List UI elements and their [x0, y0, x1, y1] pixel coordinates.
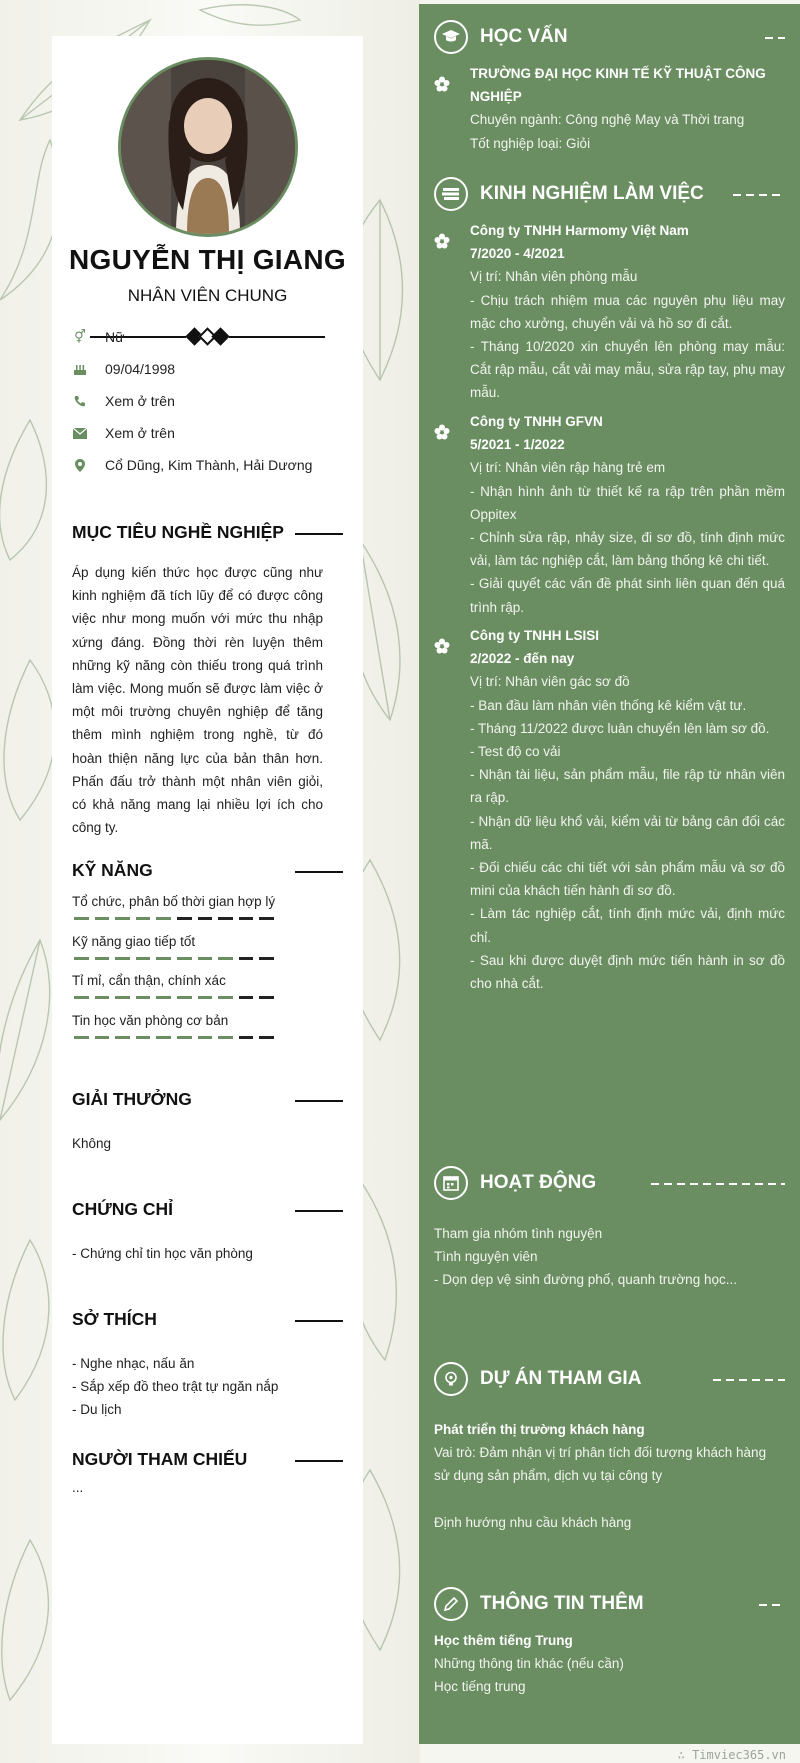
skill-segment — [239, 917, 254, 920]
awards-heading: GIẢI THƯỞNG — [72, 1089, 192, 1109]
contact-phone — [72, 393, 175, 409]
objective-heading: MỤC TIÊU NGHỀ NGHIỆP — [72, 522, 284, 542]
contact-birthday — [72, 361, 175, 377]
education-heading: HỌC VẤN — [480, 26, 568, 47]
watermark: ∴ Timviec365.vn — [677, 1748, 786, 1762]
skill-segment — [115, 957, 130, 960]
skill-level-bar — [74, 1036, 274, 1040]
skill-segment — [156, 1036, 171, 1039]
awards-text: Không — [72, 1136, 112, 1151]
left-column — [52, 36, 363, 1744]
skill-segment — [218, 917, 233, 920]
skill-segment — [95, 957, 110, 960]
job-detail: - Làm tác nghiệp cắt, tính định mức vải, định mức chỉ. — [470, 906, 785, 945]
flower-bullet-icon — [434, 638, 450, 654]
more-info-line: Học tiếng trung — [434, 1679, 526, 1695]
references-heading: NGƯỜI THAM CHIẾU — [72, 1449, 248, 1469]
skill-level-bar — [74, 917, 274, 921]
map-pin-icon — [72, 457, 88, 473]
skill-segment — [156, 996, 171, 999]
project-role: Vai trò: Đảm nhận vị trí phân tích đối tượng khách hàng sử dụng sản phẩm, dịch vụ tại công ty — [434, 1445, 767, 1484]
job-entry — [470, 410, 785, 619]
more-info-heading: THÔNG TIN THÊM — [480, 1593, 644, 1614]
skill-segment — [198, 1036, 213, 1039]
skill-name: Tỉ mỉ, cẩn thận, chính xác — [72, 973, 226, 988]
flower-bullet-icon — [434, 424, 450, 440]
job-company: Công ty TNHH LSISI — [470, 628, 599, 643]
books-icon — [434, 177, 468, 211]
skills-heading: KỸ NĂNG — [72, 860, 153, 880]
job-detail: - Chịu trách nhiệm mua các nguyên phụ liệu may mặc cho xưởng, chuyển vải và hồ sơ đi cắt. — [470, 292, 785, 331]
education-section — [434, 20, 785, 151]
hobby-item: - Nghe nhạc, nấu ăn — [72, 1356, 195, 1371]
job-detail: - Ban đầu làm nhân viên thống kê kiểm vật tư. — [470, 697, 747, 713]
contact-phone-value: Xem ở trên — [105, 393, 175, 409]
skill-segment — [74, 1036, 89, 1039]
objective-text: Áp dụng kiến thức học được cũng như kinh nghiệm đã tích lũy để có được công việc như mong muốn với mức thu nhập xứng đáng. Đồng thời rèn luyện thêm những kỹ năng còn thiếu trong quá trình làm việc. Mong muốn sẽ được làm việc ở một môi trường chuyên nghiệp để tăng thêm mình nghiệm trong nghề, từ đó hoàn thiện năng lực của bản thân hơn. Phấn đấu trở thành một nhân viên giỏi, có khả năng mang lại nhiều lợi ích cho công ty. — [72, 565, 323, 836]
avatar — [118, 57, 298, 237]
job-detail: - Đối chiếu các chi tiết với sản phẩm mẫu và sơ đồ mini của khách tiến hành đi sơ đồ. — [470, 860, 785, 899]
activities-section — [434, 1166, 785, 1288]
job-period: 7/2020 - 4/2021 — [470, 246, 565, 262]
more-info-section — [434, 1587, 785, 1695]
skill-segment — [74, 957, 89, 960]
activity-line: - Dọn dẹp vệ sinh đường phố, quanh trường học... — [434, 1272, 737, 1288]
education-major: Chuyên ngành: Công nghệ May và Thời trang — [470, 112, 745, 128]
skill-segment — [259, 1036, 274, 1039]
gender-icon: ⚥ — [74, 329, 86, 344]
skill-segment — [177, 996, 192, 999]
contact-email — [72, 425, 175, 441]
skill-name: Tin học văn phòng cơ bản — [72, 1013, 229, 1028]
skill-segment — [259, 996, 274, 999]
skill-name: Tổ chức, phân bố thời gian hợp lý — [72, 894, 276, 909]
flower-bullet-icon — [434, 76, 450, 92]
birthday-cake-icon — [72, 361, 88, 377]
awards-header — [72, 1089, 343, 1113]
job-detail: - Sau khi được duyệt định mức tiến hành in sơ đồ cho nhà cắt. — [470, 952, 785, 992]
skill-level-bar — [74, 957, 274, 961]
lightbulb-gear-icon — [434, 1362, 468, 1396]
job-role: Vị trí: Nhân viên rập hàng trẻ em — [470, 460, 666, 476]
contact-email-value: Xem ở trên — [105, 425, 175, 441]
objective-header — [72, 522, 343, 546]
flower-bullet-icon — [434, 233, 450, 249]
job-detail: - Tháng 10/2020 xin chuyển lên phòng may mẫu: Cắt rập mẫu, cắt vải may mẫu, sửa rập tay, phụ may mẫu. — [470, 339, 785, 401]
hobby-item: - Sắp xếp đồ theo trật tự ngăn nắp — [72, 1379, 279, 1394]
job-detail: - Tháng 11/2022 được luân chuyển lên làm sơ đồ. — [470, 720, 770, 736]
skill-segment — [177, 957, 192, 960]
skill-segment — [115, 996, 130, 999]
phone-icon — [72, 393, 88, 409]
skill-segment — [177, 917, 192, 920]
job-period: 2/2022 - đến nay — [470, 651, 575, 667]
envelope-icon — [72, 425, 88, 441]
job-company: Công ty TNHH GFVN — [470, 414, 603, 429]
hobbies-header — [72, 1309, 343, 1333]
skill-segment — [95, 917, 110, 920]
more-info-line: Những thông tin khác (nếu cần) — [434, 1656, 624, 1672]
project-extra: Định hướng nhu cầu khách hàng — [434, 1514, 632, 1530]
contact-gender-value: Nữ — [105, 329, 125, 345]
references-text: ... — [72, 1480, 84, 1495]
skill-segment — [156, 917, 171, 920]
skill-segment — [239, 957, 254, 960]
skill-segment — [74, 996, 89, 999]
candidate-name: NGUYỄN THỊ GIANG — [68, 244, 347, 275]
calendar-icon — [434, 1166, 468, 1200]
certificates-text: - Chứng chỉ tin học văn phòng — [72, 1246, 253, 1261]
profile-photo-icon — [121, 60, 295, 234]
experience-heading: KINH NGHIỆM LÀM VIỆC — [480, 183, 704, 204]
job-detail: - Nhận tài liệu, sản phẩm mẫu, file rập từ nhân viên ra rập. — [470, 767, 785, 806]
skill-segment — [218, 1036, 233, 1039]
job-role: Vị trí: Nhân viên phòng mẫu — [470, 269, 638, 285]
more-info-title: Học thêm tiếng Trung — [434, 1633, 573, 1648]
job-detail: - Nhận hình ảnh từ thiết kế ra rập trên phần mềm Oppitex — [470, 483, 785, 522]
contact-address-value: Cổ Dũng, Kim Thành, Hải Dương — [105, 457, 313, 473]
job-detail: - Giải quyết các vấn đề phát sinh liên quan đến quá trình rập. — [470, 576, 785, 615]
activity-line: Tham gia nhóm tình nguyện — [434, 1226, 603, 1241]
skill-level-bar — [74, 996, 274, 1000]
skill-segment — [198, 996, 213, 999]
projects-heading: DỰ ÁN THAM GIA — [480, 1368, 642, 1389]
references-header — [72, 1449, 343, 1473]
skill-segment — [95, 996, 110, 999]
skill-segment — [115, 1036, 130, 1039]
skill-segment — [136, 957, 151, 960]
right-column — [419, 4, 800, 1744]
skill-segment — [218, 957, 233, 960]
skill-segment — [177, 1036, 192, 1039]
skill-segment — [198, 957, 213, 960]
certificates-heading: CHỨNG CHỈ — [72, 1199, 174, 1219]
projects-section — [434, 1362, 785, 1530]
candidate-position: NHÂN VIÊN CHUNG — [127, 286, 288, 305]
skill-segment — [239, 996, 254, 999]
skill-segment — [259, 957, 274, 960]
name-divider — [90, 330, 325, 344]
hobbies-heading: SỞ THÍCH — [72, 1309, 157, 1329]
education-grade: Tốt nghiệp loại: Giỏi — [470, 135, 591, 151]
skill-segment — [115, 917, 130, 920]
job-period: 5/2021 - 1/2022 — [470, 437, 565, 453]
skill-name: Kỹ năng giao tiếp tốt — [72, 934, 196, 949]
skill-segment — [74, 917, 89, 920]
contact-birthday-value: 09/04/1998 — [105, 361, 176, 377]
activity-line: Tình nguyện viên — [434, 1249, 538, 1265]
contact-gender — [72, 329, 124, 345]
certificates-header — [72, 1199, 343, 1223]
skill-segment — [259, 917, 274, 920]
job-entry — [470, 219, 785, 405]
skills-header — [72, 860, 343, 884]
skill-segment — [136, 996, 151, 999]
skill-segment — [239, 1036, 254, 1039]
skill-segment — [136, 917, 151, 920]
experience-section — [434, 177, 785, 992]
hobby-item: - Du lịch — [72, 1402, 122, 1417]
job-role: Vị trí: Nhân viên gác sơ đồ — [470, 674, 630, 690]
project-name: Phát triển thị trường khách hàng — [434, 1422, 645, 1437]
skill-segment — [198, 917, 213, 920]
education-school: TRƯỜNG ĐẠI HỌC KINH TẾ KỸ THUẬT CÔNG NGHIỆP — [470, 66, 766, 105]
graduation-cap-icon — [434, 20, 468, 54]
job-detail: - Nhận dữ liệu khổ vải, kiểm vải từ bảng cân đối các mã. — [470, 813, 785, 852]
skill-segment — [156, 957, 171, 960]
skill-segment — [95, 1036, 110, 1039]
job-company: Công ty TNHH Harmomy Việt Nam — [470, 223, 689, 238]
contact-address — [72, 457, 312, 473]
job-entry — [470, 624, 785, 995]
skill-segment — [136, 1036, 151, 1039]
skill-segment — [218, 996, 233, 999]
job-detail: - Test độ co vải — [470, 744, 561, 760]
pen-icon — [434, 1587, 468, 1621]
job-detail: - Chỉnh sửa rập, nhảy size, đi sơ đồ, tính định mức vải, làm tác nghiệp cắt, làm bảng thống kê chi tiết. — [470, 530, 785, 569]
activities-heading: HOẠT ĐỘNG — [480, 1172, 597, 1193]
